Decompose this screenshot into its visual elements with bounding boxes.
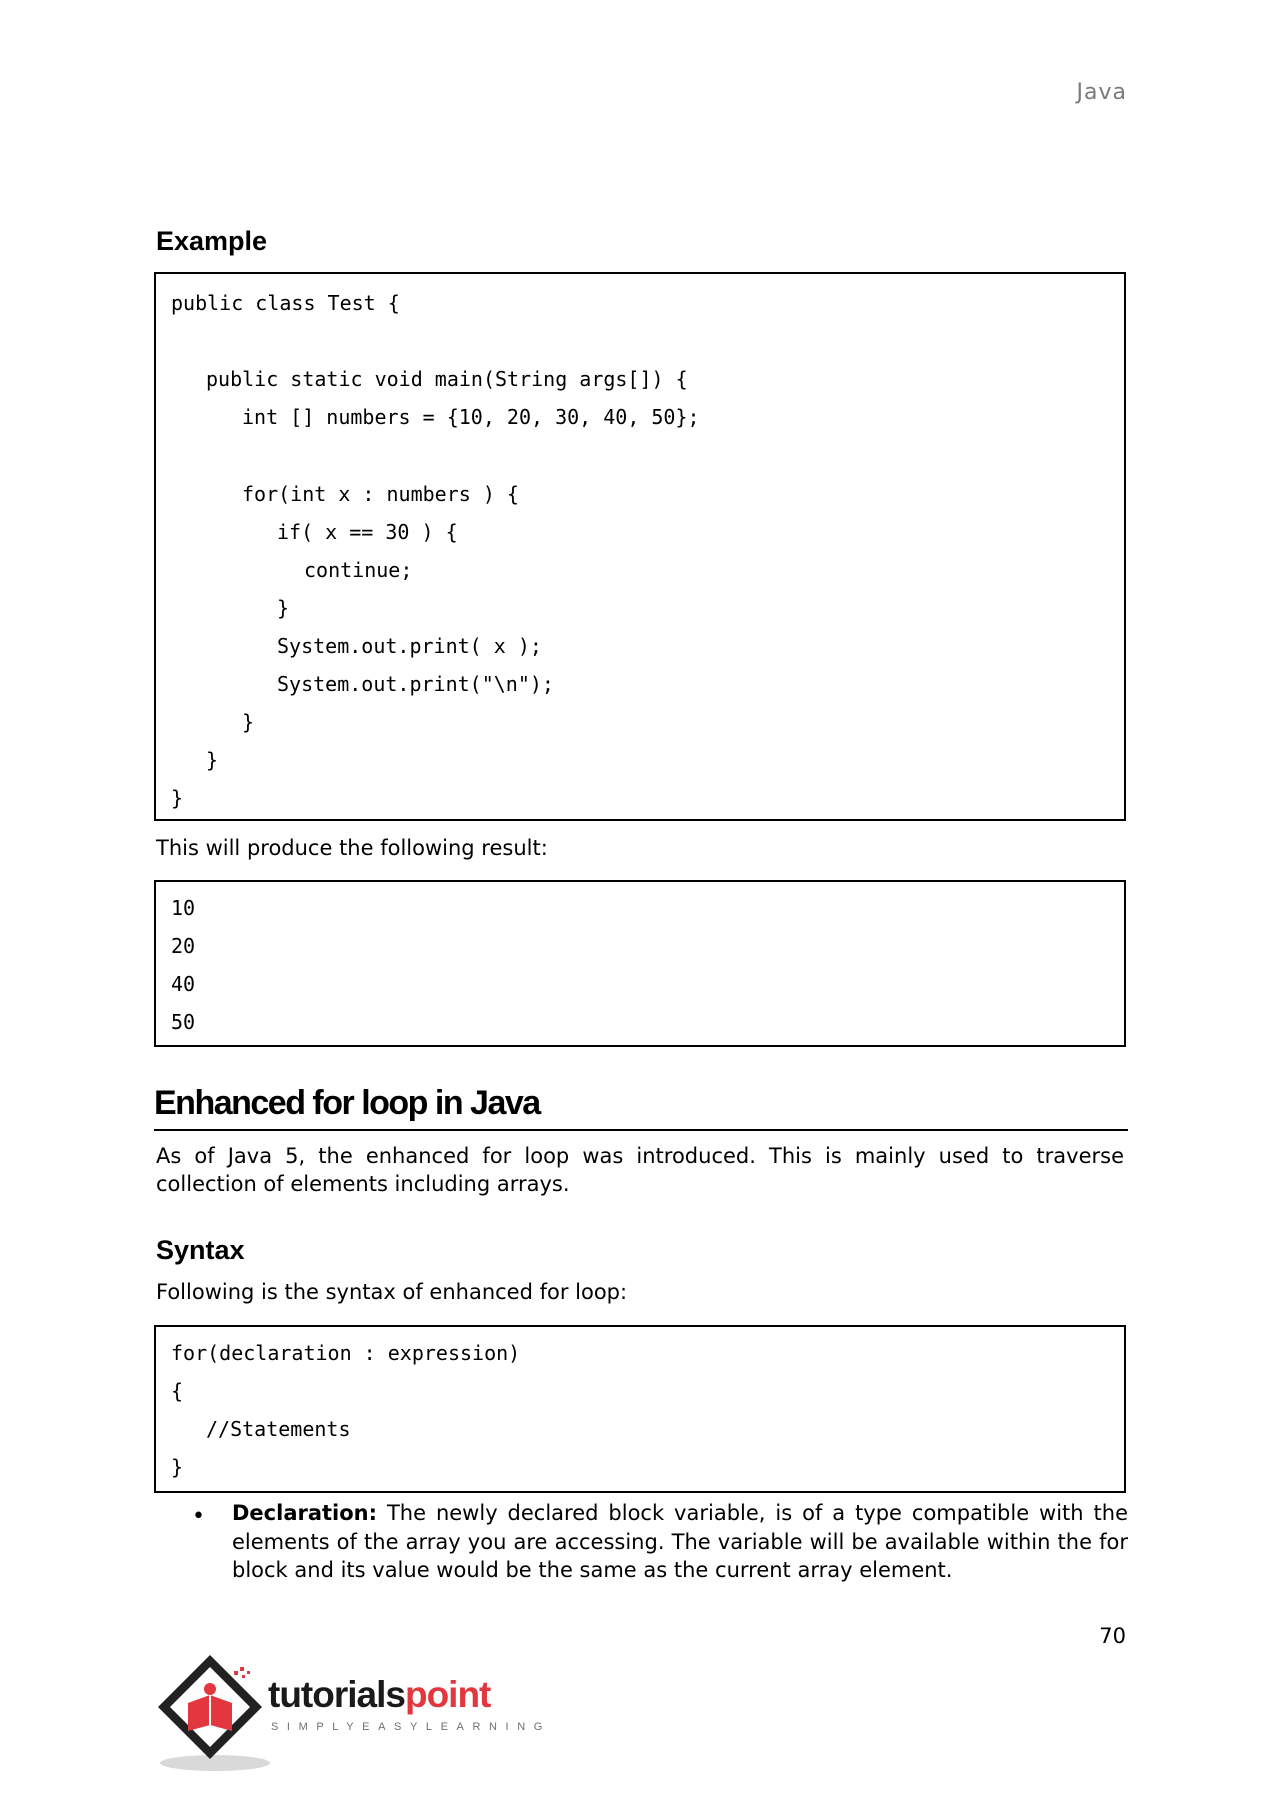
syntax-heading: Syntax [156, 1235, 245, 1265]
example-heading: Example [156, 226, 268, 256]
code-line: System.out.print( x ); [277, 634, 542, 658]
code-line: continue; [304, 558, 413, 582]
logo-wordmark [268, 1675, 490, 1715]
logo-tagline: SIMPLYEASYLEARNING [271, 1721, 551, 1733]
code-line: } [277, 596, 290, 620]
code-line: public class Test { [171, 291, 400, 315]
section-title-rule [154, 1129, 1128, 1131]
code-line: } [206, 748, 219, 772]
bullet-dot-icon: • [192, 1504, 205, 1529]
output-line: 20 [171, 934, 196, 958]
output-line: 40 [171, 972, 196, 996]
logo-emblem-icon [150, 1645, 280, 1775]
code-line: for(int x : numbers ) { [242, 482, 519, 506]
code-line: } [171, 1455, 184, 1479]
code-line: int [] numbers = {10, 20, 30, 40, 50}; [242, 405, 700, 429]
result-intro: This will produce the following result: [156, 836, 548, 860]
section-title: Enhanced for loop in Java [154, 1084, 540, 1122]
bullet-item-declaration [232, 1499, 1128, 1585]
section-paragraph: As of Java 5, the enhanced for loop was introduced. This is mainly used to traverse collection of elements including arrays. [156, 1144, 1124, 1196]
output-line: 10 [171, 896, 196, 920]
example-code-block [154, 272, 1126, 821]
code-line: public static void main(String args[]) { [206, 367, 688, 391]
bullet-term: Declaration: [232, 1501, 378, 1525]
code-line: //Statements [206, 1417, 351, 1441]
syntax-intro: Following is the syntax of enhanced for loop: [156, 1280, 628, 1304]
running-header: Java [1076, 80, 1127, 105]
logo-word-part2: point [404, 1674, 491, 1715]
tutorialspoint-logo [150, 1645, 570, 1775]
syntax-code-block [154, 1325, 1126, 1493]
code-line: for(declaration : expression) [171, 1341, 521, 1365]
output-line: 50 [171, 1010, 196, 1034]
code-line: if( x == 30 ) { [277, 520, 458, 544]
page-number: 70 [1099, 1624, 1126, 1648]
code-line: { [171, 1379, 184, 1403]
logo-word-part1: tutorials [268, 1674, 405, 1715]
code-line: } [171, 786, 184, 810]
bullet-description: The newly declared block variable, is of a type compatible with the elements of the array you are accessing. The variable will be available within the for block and its value would be the same as the current array element. [232, 1501, 1128, 1582]
result-output-block [154, 880, 1126, 1047]
code-line: System.out.print("\n"); [277, 672, 554, 696]
code-line: } [242, 710, 255, 734]
